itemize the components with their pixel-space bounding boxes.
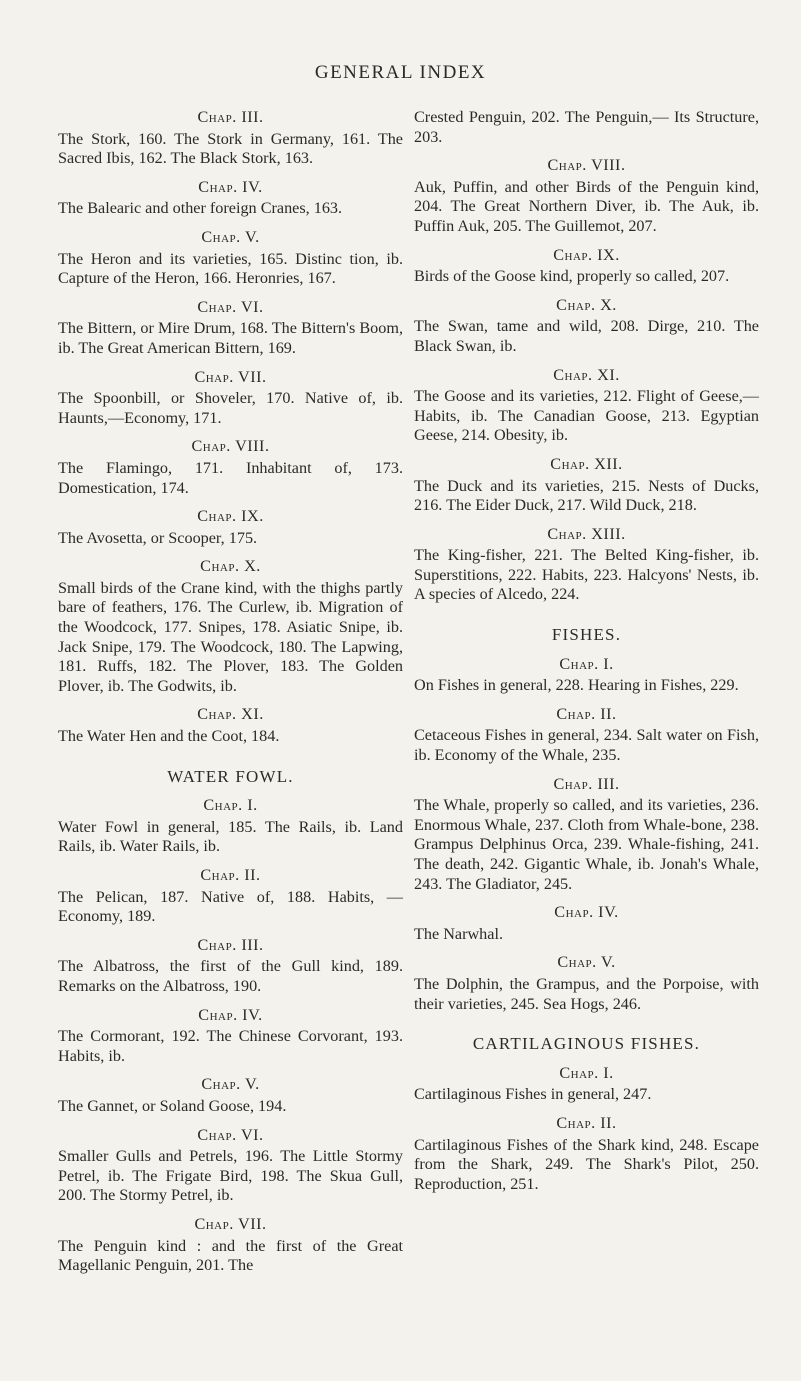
- index-entry: The Flamingo, 171. Inhabitant of, 173. Domestication, 174.: [58, 458, 403, 497]
- left-column: [58, 108, 403, 1276]
- chapter-heading: Chap. II.: [556, 704, 617, 723]
- chapter-heading: Chap. XI.: [197, 705, 264, 724]
- index-entry: The Avosetta, or Scooper, 175.: [58, 528, 258, 547]
- index-entry: The Bittern, or Mire Drum, 168. The Bittern's Boom, ib. The Great American Bittern, 169.: [58, 319, 403, 357]
- index-entry: The Stork, 160. The Stork in Germany, 161. The Sacred Ibis, 162. The Black Stork, 163.: [58, 129, 403, 168]
- section-heading: CARTILAGINOUS FISHES.: [472, 1034, 701, 1054]
- index-entry: The Water Hen and the Coot, 184.: [58, 727, 280, 746]
- chapter-heading: Chap. I.: [203, 796, 258, 815]
- chapter-heading: Chap. II.: [200, 866, 261, 884]
- section-heading: FISHES.: [551, 625, 622, 645]
- chapter-heading: Chap. III.: [553, 774, 620, 793]
- chapter-heading: Chap. III.: [197, 108, 264, 126]
- index-entry: The Narwhal.: [414, 924, 503, 943]
- chapter-heading: Chap. IX.: [553, 245, 620, 264]
- chapter-heading: Chap. V.: [201, 227, 260, 246]
- chapter-heading: Chap. I.: [559, 1063, 614, 1082]
- index-entry: Small birds of the Crane kind, with the thighs partly bare of feathers, 176. The Curlew, ib. Migration of the Woodcock, 177. Snipes, 178. Asiatic Snipe, ib. Jack Snipe, 179. The Woodcock, 180. The Lapwing, 181. Ruffs, 182. The Plover, 183. The Golden Plover, ib. The Godwits, ib.: [58, 578, 403, 695]
- index-entry: The Pelican, 187. Native of, 188. Habits, —Economy, 189.: [58, 887, 403, 926]
- index-entry: The Duck and its varieties, 215. Nests of Ducks, 216. The Eider Duck, 217. Wild Duck, 218.: [414, 476, 759, 515]
- section-heading: WATER FOWL.: [167, 766, 294, 786]
- chapter-heading: Chap. VII.: [194, 367, 267, 386]
- chapter-heading: Chap. VI.: [197, 1125, 264, 1144]
- index-entry: The Cormorant, 192. The Chinese Corvorant, 193. Habits, ib.: [58, 1027, 403, 1065]
- index-entry: The Gannet, or Soland Goose, 194.: [58, 1096, 287, 1115]
- index-entry: The Heron and its varieties, 165. Distinc tion, ib. Capture of the Heron, 166. Heronries, 167.: [58, 249, 403, 288]
- index-entry: The Dolphin, the Grampus, and the Porpoise, with their varieties, 245. Sea Hogs, 246.: [414, 974, 759, 1013]
- chapter-heading: Chap. X.: [200, 557, 261, 576]
- index-entry: Cetaceous Fishes in general, 234. Salt water on Fish, ib. Economy of the Whale, 235.: [414, 726, 759, 765]
- index-entry: Birds of the Goose kind, properly so called, 207.: [414, 267, 730, 286]
- chapter-heading: Chap. VIII.: [547, 156, 626, 175]
- index-entry: The Swan, tame and wild, 208. Dirge, 210. The Black Swan, ib.: [414, 317, 759, 355]
- chapter-heading: Chap. VIII.: [191, 437, 270, 456]
- chapter-heading: Chap. IV.: [554, 903, 619, 922]
- index-entry: The Spoonbill, or Shoveler, 170. Native of, ib. Haunts,—Economy, 171.: [58, 389, 403, 427]
- chapter-heading: Chap. I.: [559, 654, 614, 673]
- chapter-heading: Chap. XIII.: [547, 524, 626, 543]
- chapter-heading: Chap. V.: [201, 1075, 260, 1094]
- index-entry: The Penguin kind : and the first of the Great Magellanic Penguin, 201. The: [58, 1236, 403, 1275]
- running-head: GENERAL INDEX: [314, 62, 487, 83]
- chapter-heading: Chap. XII.: [550, 454, 623, 473]
- index-entry: The Albatross, the first of the Gull kind, 189. Remarks on the Albatross, 190.: [58, 957, 403, 995]
- chapter-heading: Chap. V.: [557, 953, 616, 972]
- chapter-heading: Chap. VI.: [197, 297, 264, 316]
- chapter-heading: Chap. IV.: [198, 1005, 263, 1024]
- chapter-heading: Chap. IX.: [197, 507, 264, 526]
- index-entry: The King-fisher, 221. The Belted King-fisher, ib. Superstitions, 222. Habits, 223. Halcyons' Nests, ib. A species of Alcedo, 224.: [414, 546, 759, 604]
- chapter-heading: Chap. VII.: [194, 1214, 267, 1233]
- index-entry: Auk, Puffin, and other Birds of the Penguin kind, 204. The Great Northern Diver, ib. The Auk, ib. Puffin Auk, 205. The Guillemot, 207.: [414, 177, 759, 235]
- chapter-heading: Chap. III.: [197, 935, 264, 954]
- index-entry: The Balearic and other foreign Cranes, 163.: [58, 199, 343, 218]
- index-entry: Crested Penguin, 202. The Penguin,— Its Structure, 203.: [414, 108, 759, 146]
- chapter-heading: Chap. II.: [556, 1113, 617, 1132]
- index-entry: Cartilaginous Fishes of the Shark kind, 248. Escape from the Shark, 249. The Shark's Pilot, 250. Reproduction, 251.: [414, 1135, 759, 1193]
- index-entry: Cartilaginous Fishes in general, 247.: [414, 1085, 652, 1104]
- right-column: [414, 108, 759, 1194]
- index-entry: Smaller Gulls and Petrels, 196. The Little Stormy Petrel, ib. The Frigate Bird, 198. The Skua Gull, 200. The Stormy Petrel, ib.: [58, 1147, 403, 1205]
- index-entry: The Whale, properly so called, and its varieties, 236. Enormous Whale, 237. Cloth from Whale-bone, 238. Grampus Delphinus Orca, 239. Whale-fishing, 241. The death, 242. Gigantic Whale, ib. Jonah's Whale, 243. The Gladiator, 245.: [414, 796, 759, 893]
- chapter-heading: Chap. XI.: [553, 365, 620, 384]
- index-entry: Water Fowl in general, 185. The Rails, ib. Land Rails, ib. Water Rails, ib.: [58, 817, 403, 856]
- chapter-heading: Chap. X.: [556, 295, 617, 314]
- chapter-heading: Chap. IV.: [198, 177, 263, 196]
- index-entry: The Goose and its varieties, 212. Flight of Geese,—Habits, ib. The Canadian Goose, 213. Egyptian Geese, 214. Obesity, ib.: [414, 387, 759, 445]
- index-entry: On Fishes in general, 228. Hearing in Fishes, 229.: [414, 676, 739, 695]
